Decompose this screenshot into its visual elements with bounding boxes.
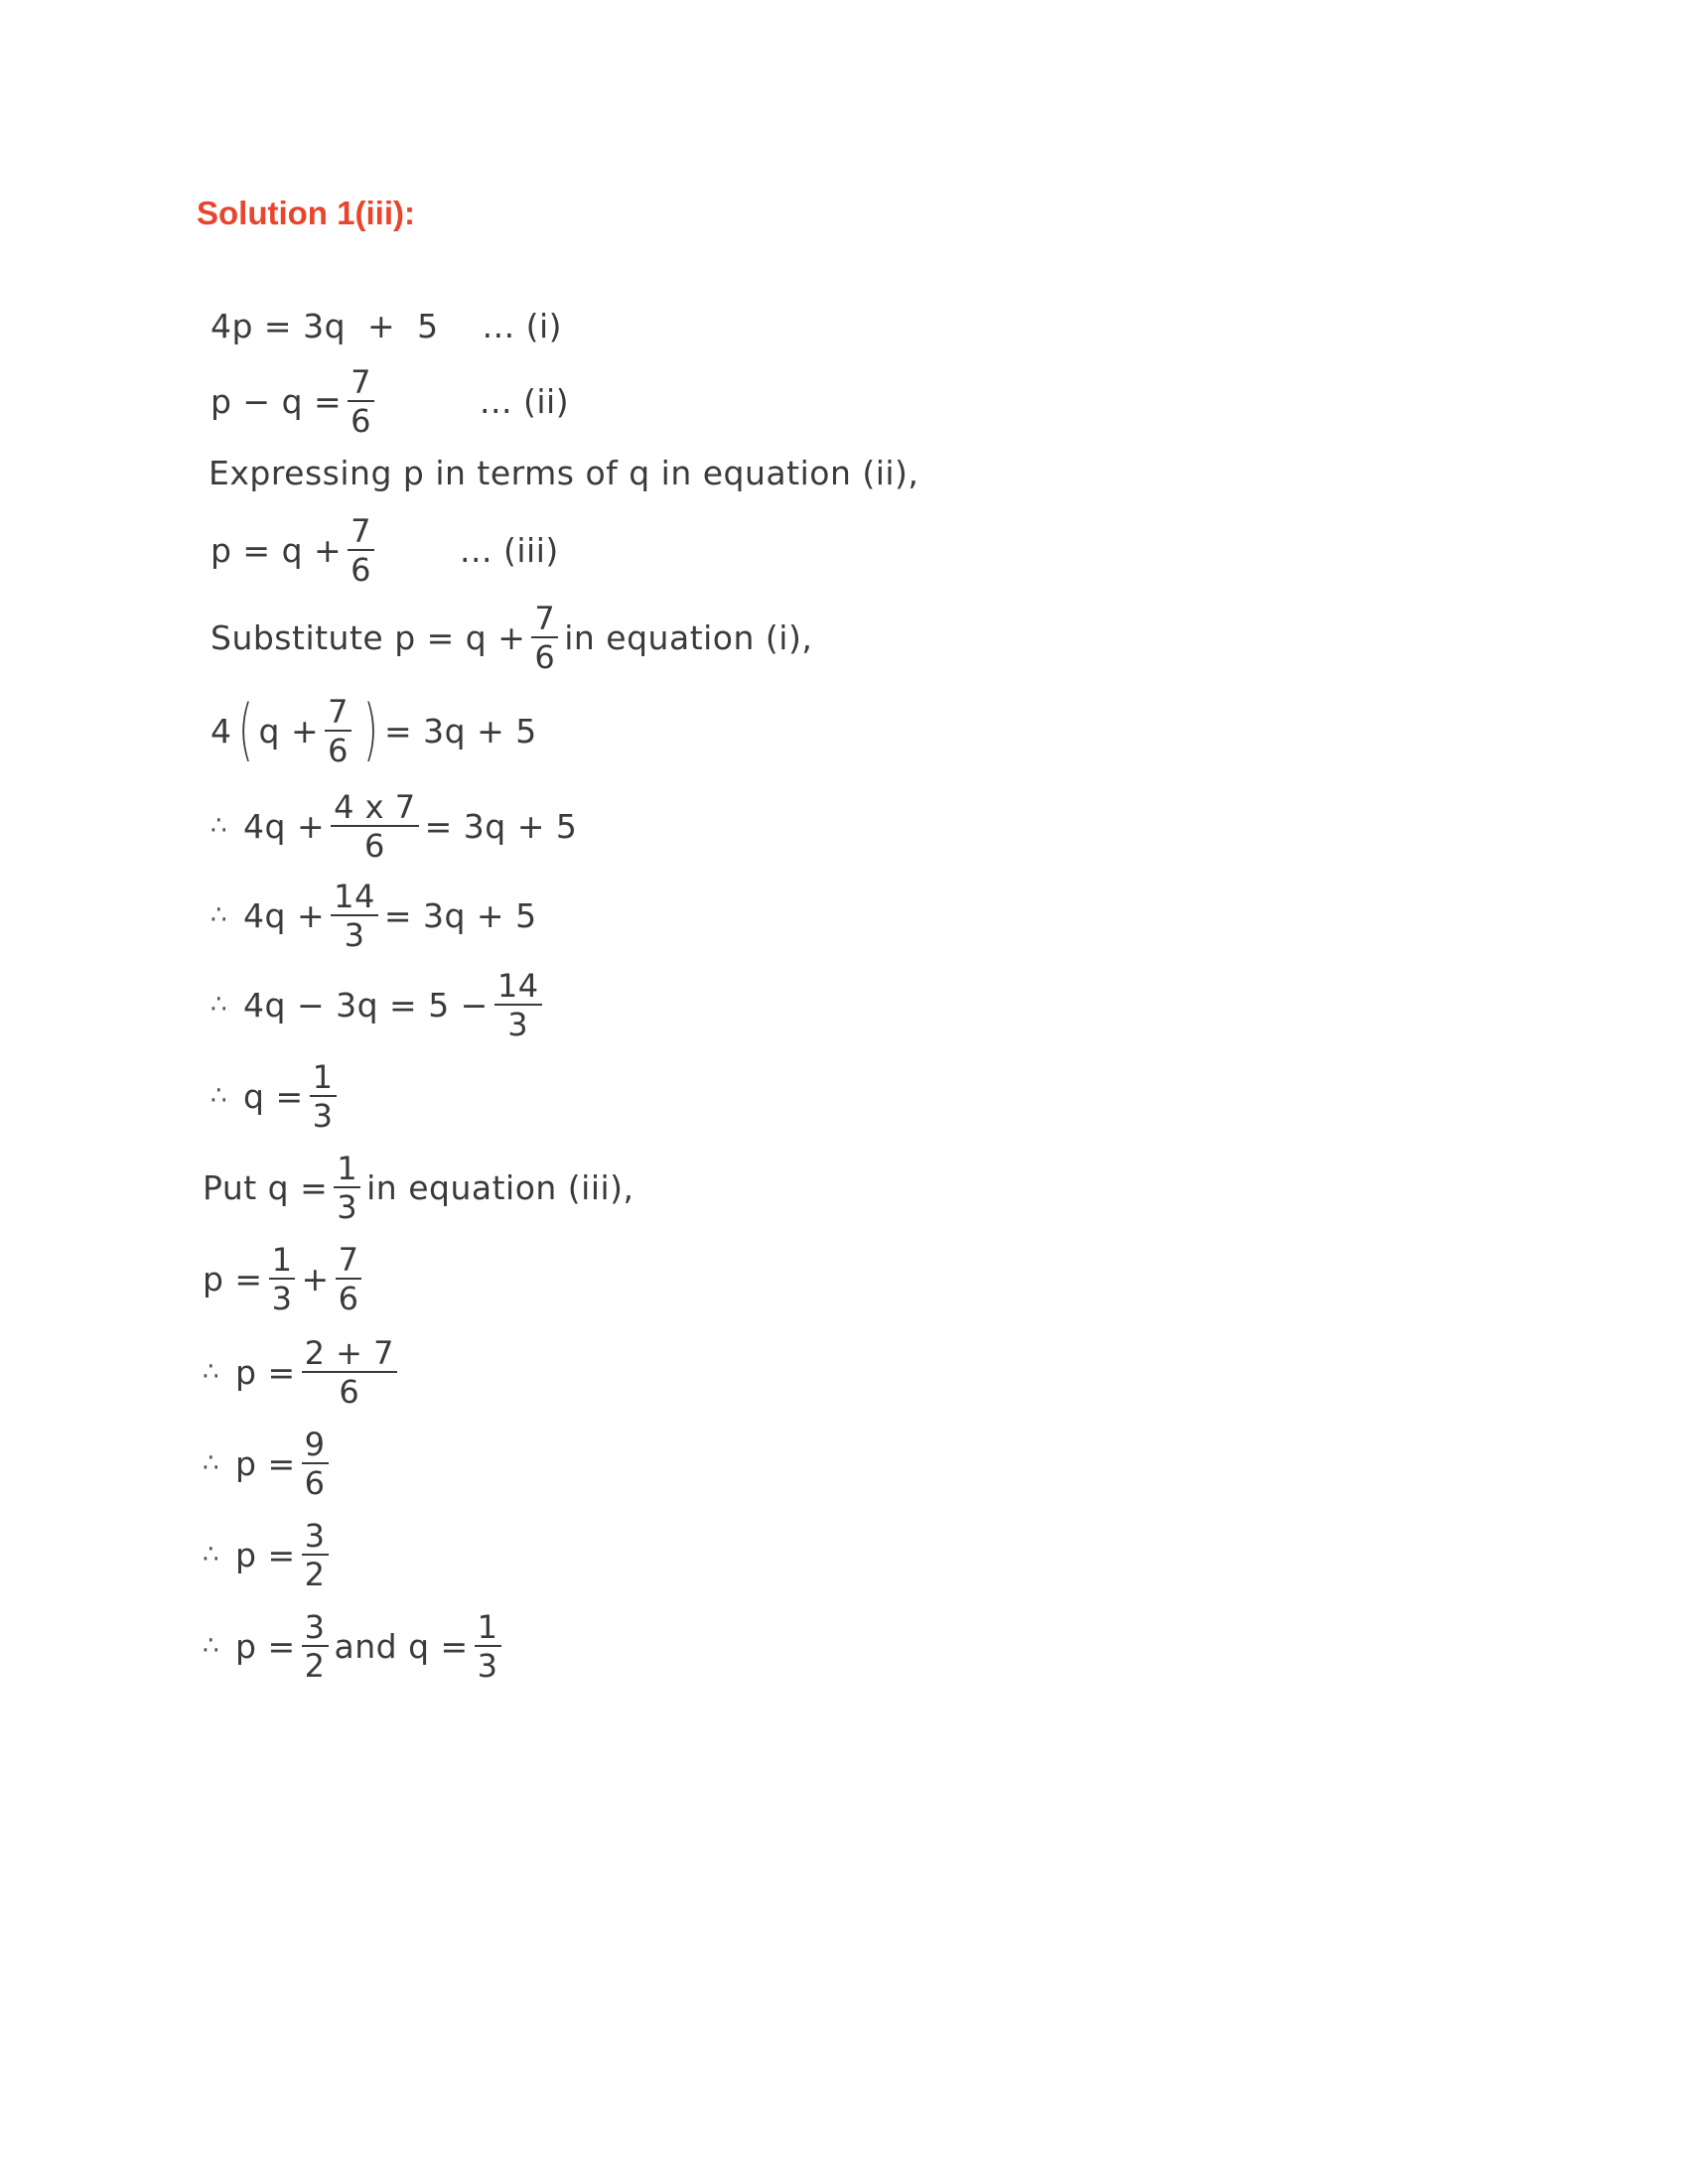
- close-paren: ): [363, 691, 378, 769]
- text-line-substitute: [211, 598, 812, 677]
- fraction: [302, 1607, 329, 1685]
- fraction: [331, 877, 378, 954]
- step-rearrange: [211, 965, 548, 1044]
- fraction-denominator: 6: [363, 826, 385, 865]
- fraction: [302, 1333, 397, 1411]
- fraction-numerator: 4 x 7: [331, 791, 419, 827]
- equation-3-label: ... (iii): [460, 530, 559, 570]
- step-coefficient: 4: [211, 711, 232, 751]
- fraction-denominator: 6: [534, 637, 556, 676]
- fraction-denominator: 2: [304, 1646, 326, 1685]
- equation-3-lhs: p = q +: [211, 530, 343, 570]
- fraction: [348, 362, 374, 440]
- step-rhs: = 3q + 5: [424, 806, 578, 846]
- step-rhs: = 3q + 5: [383, 895, 537, 935]
- step-lhs: 4q +: [243, 895, 326, 935]
- fraction-numerator: 3: [302, 1520, 329, 1556]
- fraction-numerator: 7: [348, 366, 374, 402]
- step-p-combine: [203, 1332, 403, 1412]
- fraction: [494, 966, 542, 1043]
- step-p-sum: [203, 1239, 367, 1318]
- text-expressing: Expressing p in terms of q in equation (ii),: [209, 453, 919, 492]
- fraction-numerator: 14: [331, 881, 378, 916]
- fraction: [325, 692, 352, 769]
- step-lhs: q =: [243, 1076, 304, 1116]
- fraction-denominator: 3: [477, 1646, 498, 1685]
- equation-1-expr: 4p = 3q + 5: [211, 306, 439, 345]
- step-bracket-expansion: [211, 691, 537, 770]
- fraction: [348, 511, 374, 589]
- step-lhs: p =: [235, 1535, 296, 1574]
- therefore-symbol: ∴: [203, 1631, 220, 1661]
- fraction-denominator: 6: [339, 1372, 360, 1411]
- plus-operator: +: [301, 1259, 330, 1298]
- fraction-numerator: 1: [475, 1611, 501, 1647]
- fraction-numerator: 1: [269, 1244, 296, 1280]
- step-lhs: p =: [235, 1352, 296, 1392]
- fraction-denominator: 2: [304, 1555, 326, 1593]
- fraction-numerator: 1: [334, 1153, 360, 1188]
- step-lhs: p =: [235, 1443, 296, 1483]
- step-simplify: [211, 876, 537, 955]
- step-lhs: 4q +: [243, 806, 326, 846]
- therefore-symbol: ∴: [211, 811, 228, 841]
- fraction-numerator: 7: [336, 1244, 362, 1280]
- equation-1-label: ... (i): [482, 306, 563, 345]
- therefore-symbol: ∴: [203, 1357, 220, 1387]
- equation-2-label: ... (ii): [480, 381, 570, 421]
- fraction-denominator: 3: [507, 1005, 529, 1043]
- fraction: [531, 599, 558, 676]
- fraction-denominator: 6: [304, 1463, 326, 1502]
- fraction: [269, 1240, 296, 1317]
- step-lhs: 4q − 3q = 5 −: [243, 985, 489, 1024]
- fraction-numerator: 3: [302, 1611, 329, 1647]
- text-line-put: [203, 1148, 634, 1227]
- fraction: [310, 1057, 337, 1135]
- equation-3: [211, 510, 559, 590]
- fraction: [475, 1607, 501, 1685]
- open-paren: (: [237, 691, 253, 769]
- fraction-numerator: 1: [310, 1061, 337, 1097]
- text-substitute-pre: Substitute p = q +: [211, 617, 526, 657]
- fraction: [336, 1240, 362, 1317]
- fraction-numerator: 14: [494, 970, 542, 1006]
- fraction: [334, 1149, 360, 1226]
- fraction-denominator: 3: [344, 915, 365, 954]
- fraction-numerator: 9: [302, 1429, 329, 1464]
- fraction: [331, 787, 419, 865]
- fraction-denominator: 3: [312, 1096, 334, 1135]
- step-p-value: [203, 1515, 335, 1594]
- fraction-denominator: 3: [271, 1279, 293, 1317]
- fraction-denominator: 3: [337, 1187, 358, 1226]
- fraction-denominator: 6: [351, 550, 372, 589]
- step-multiply: [211, 786, 577, 866]
- therefore-symbol: ∴: [203, 1448, 220, 1478]
- fraction-numerator: 7: [325, 696, 352, 732]
- therefore-symbol: ∴: [211, 1081, 228, 1111]
- and-q-text: and q =: [334, 1626, 469, 1666]
- equation-2: [211, 361, 569, 441]
- step-p-nine-sixths: [203, 1424, 335, 1503]
- final-answer: [203, 1606, 507, 1686]
- fraction: [302, 1516, 329, 1593]
- therefore-symbol: ∴: [211, 900, 228, 930]
- step-lhs: p =: [203, 1259, 263, 1298]
- step-inner: q +: [258, 711, 320, 751]
- text-put-post: in equation (iii),: [366, 1167, 634, 1207]
- fraction-denominator: 6: [328, 731, 349, 769]
- therefore-symbol: ∴: [203, 1540, 220, 1570]
- fraction-denominator: 6: [351, 401, 372, 440]
- fraction: [302, 1425, 329, 1502]
- step-lhs: p =: [235, 1626, 296, 1666]
- text-line-expressing: [209, 433, 918, 512]
- equation-1: [211, 286, 562, 365]
- step-q-value: [211, 1056, 343, 1136]
- text-put-pre: Put q =: [203, 1167, 329, 1207]
- fraction-numerator: 2 + 7: [302, 1337, 397, 1373]
- step-rhs: = 3q + 5: [384, 711, 537, 751]
- fraction-denominator: 6: [338, 1279, 359, 1317]
- equation-2-lhs: p − q =: [211, 381, 343, 421]
- fraction-numerator: 7: [531, 603, 558, 638]
- fraction-numerator: 7: [348, 515, 374, 551]
- therefore-symbol: ∴: [211, 990, 228, 1020]
- text-substitute-post: in equation (i),: [564, 617, 813, 657]
- solution-heading: Solution 1(iii):: [197, 195, 415, 231]
